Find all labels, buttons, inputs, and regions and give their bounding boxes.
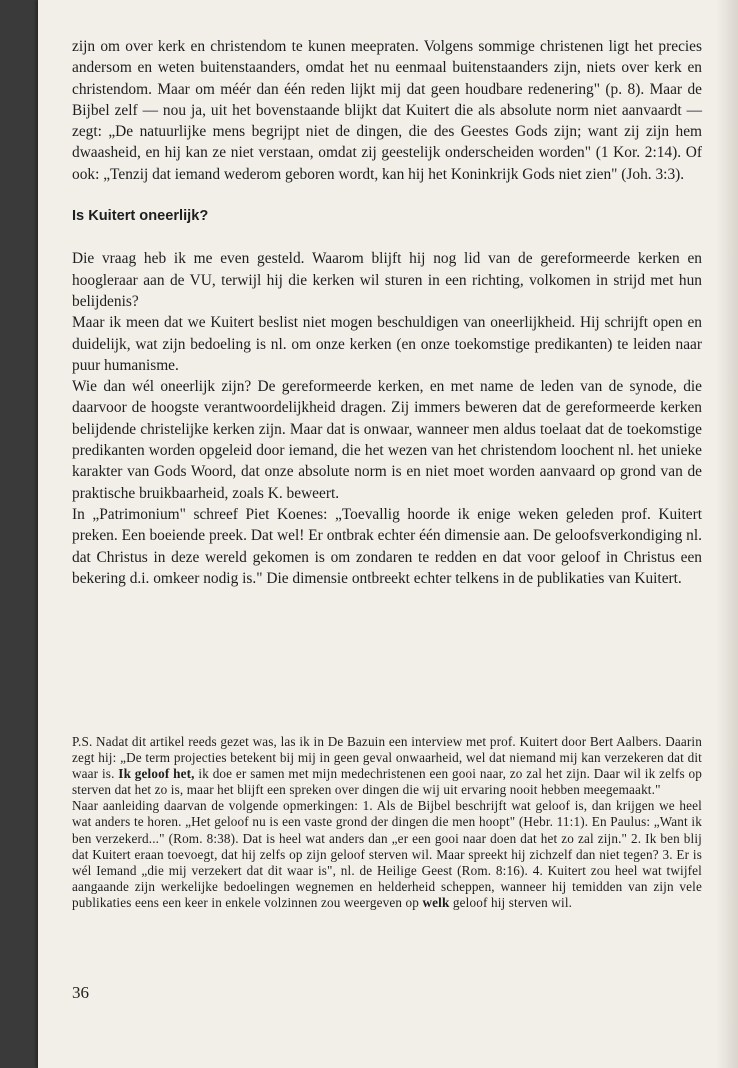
ps-text: P.S. Nadat dit artikel reeds gezet was, las ik in De Bazuin een interview met prof. Kuitert door Bert Aalbers. Daarin zegt hij: „De term projecties betekent bij mij in geen geval onwaarheid, wel dat niemand mij kan verzekeren dat dit waar is. (72, 734, 702, 782)
page-number: 36 (72, 983, 89, 1002)
ps-text: geloof hij sterven wil. (449, 894, 573, 910)
article-body (72, 36, 702, 589)
postscript (72, 734, 702, 911)
postscript-paragraph (72, 798, 702, 911)
intro-paragraph: zijn om over kerk en christendom te kunen meepraten. Volgens sommige christenen ligt het precies andersom en weten buitenstaanders, omdat het nu eenmaal buitenstaanders zijn, niets over kerk en christendom. Maar om méér dan één reden lijkt mij dat geen houdbare redenering" (p. 8). Maar de Bijbel zelf — nou ja, uit het bovenstaande blijkt dat Kuitert die als absolute norm niet aanvaardt — zegt: „De natuurlijke mens begrijpt niet de dingen, die des Geestes Gods zijn; want zij zijn hem dwaasheid, en hij kan ze niet verstaan, omdat zij geestelijk onderscheiden worden" (1 Kor. 2:14). Of ook: „Tenzij dat iemand wederom geboren wordt, kan hij het Koninkrijk Gods niet zien" (Joh. 3:3). (72, 38, 702, 183)
ps-text: ik doe er samen met mijn medechristenen een gooi naar, zo zal het zijn. Daar wil ik zelfs op sterven dat het zo is, maar het blijft een spreken over dingen die wij uit ervaring nooit hebben meegemaakt." (72, 766, 702, 798)
body-paragraph: Die vraag heb ik me even gesteld. Waarom blijft hij nog lid van de gereformeerde kerken en hoogleraar aan de VU, terwijl hij die kerken wil sturen in een richting, volkomen in strijd met hun belijdenis? (72, 250, 702, 310)
ps-emphasis: welk (422, 894, 450, 910)
section-heading: Is Kuitert oneerlijk? (72, 208, 209, 225)
page-edge-shadow (716, 0, 738, 1068)
body-paragraph: In „Patrimonium" schreef Piet Koenes: „Toevallig hoorde ik enige weken geleden prof. Kuitert preken. Een boeiende preek. Dat wel! Er ontbrak echter één dimensie aan. De geloofsverkondiging nl. dat Christus in deze wereld gekomen is om zondaren te redden en dat voor geloof in Christus een bekering d.i. omkeer nodig is." Die dimensie ontbreekt echter telkens in de publikaties van Kuitert. (72, 505, 702, 587)
postscript-paragraph (72, 734, 702, 798)
body-paragraph: Wie dan wél oneerlijk zijn? De gereformeerde kerken, en met name de leden van de synode, die daarvoor de hoogste verantwoordelijkheid dragen. Zij immers beweren dat de gereformeerde kerken belijdende christelijke kerken zijn. Maar dat is onwaar, wanneer men aldus toelaat dat de toekomstige predikanten worden opgeleid door iemand, die het wezen van het christendom loochent nl. het unieke karakter van Gods Woord, dat onze absolute norm is en niet moet worden aanvaard op grond van de praktische bruikbaarheid, zoals K. beweert. (72, 378, 702, 502)
document-page (38, 0, 738, 1068)
body-paragraph: Maar ik meen dat we Kuitert beslist niet mogen beschuldigen van oneerlijkheid. Hij schrijft open en duidelijk, wat zijn bedoeling is nl. om onze kerken (en onze toekomstige predikanten) te leiden naar puur humanisme. (72, 314, 702, 374)
ps-text: Naar aanleiding daarvan de volgende opmerkingen: 1. Als de Bijbel beschrijft wat geloof is, dan krijgen we heel wat anders te horen. „Het geloof nu is een vaste grond der dingen die men hoopt" (Hebr. 11:1). En Paulus: „Want ik ben verzekerd..." (Rom. 8:38). Dat is heel wat anders dan „er een gooi naar doen dat het zo zal zijn." 2. Ik ben blij dat Kuitert eraan toevoegt, dat hij zelfs op zijn geloof sterven wil. Maar spreekt hij zichzelf dan niet tegen? 3. Er is wél Iemand „die mij verzekert dat dit waar is", nl. de Heilige Geest (Rom. 8:16). 4. Kuitert zou heel wat twijfel aangaande zijn werkelijke bedoelingen wegnemen en helderheid scheppen, wanneer hij temidden van zijn vele publikaties eens een keer in enkele volzinnen zou weergeven op (72, 798, 702, 910)
ps-emphasis: Ik geloof het, (118, 766, 195, 782)
